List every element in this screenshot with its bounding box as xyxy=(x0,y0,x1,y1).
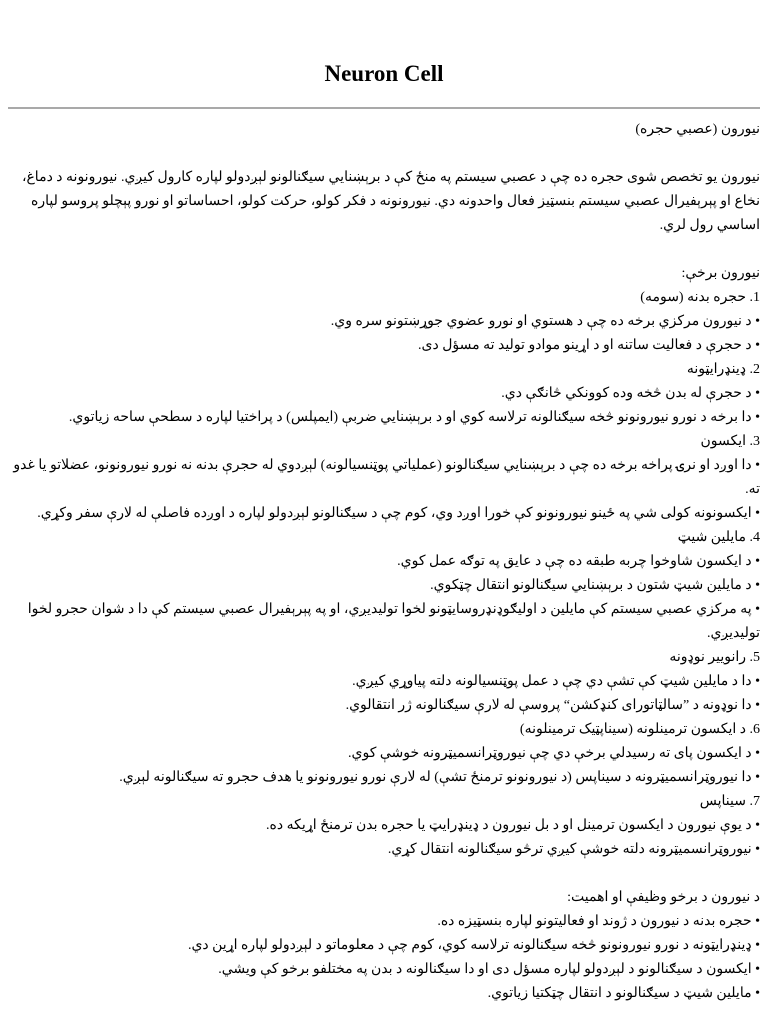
list-item: • د نیورون مرکزي برخه ده چې د هستوي او نورو عضوي جوړښتونو سره وي. xyxy=(330,314,760,329)
list-item: • د ایکسون شاوخوا چربه طبقه ده چې د عایق په توګه عمل کوي. xyxy=(397,554,760,569)
list-item: • د حجرې له بدن څخه وده کوونکي څانګې دي. xyxy=(501,386,760,401)
list-item: • ایکسونونه کولی شي په ځینو نیورونونو کې خورا اوږد وي، کوم چې د سیګنالونو لېږدولو لپاره د اوږده فاصلې له لارې سفر وکړي. xyxy=(37,506,760,521)
intro-paragraph: نیورون یو تخصص شوی حجره ده چې د عصبي سیستم په منځ کې د برېښنايي سیګنالونو لېږدولو لپاره کارول کیږي. نیورونونه د دماغ، نخاع او پېرېفیرال عصبي سیستم بنسټیز فعال واحدونه دي. نیورونونه د فکر کولو، حرکت کولو، احساساتو او نورو پېچلو پروسو لپاره اساسي رول لري. xyxy=(21,170,760,233)
list-item: • نیوروټرانسمیټرونه دلته خوشې کیږي ترڅو سیګنالونه انتقال کړي. xyxy=(387,842,760,857)
part-heading: 3. ایکسون xyxy=(700,434,760,449)
part-heading: 6. د ایکسون ترمینلونه (سیناپټیک ترمینلونه) xyxy=(519,722,760,737)
parts-heading: نیورون برخې: xyxy=(681,266,760,281)
title-divider xyxy=(8,107,760,109)
list-item: • دا نیوروټرانسمیټرونه د سیناپس (د نیورونونو ترمنځ تشې) له لارې نورو نیورونونو یا هدف حجرو ته سیګنالونه لېږي. xyxy=(119,770,760,785)
part-heading: 2. ډینډرایټونه xyxy=(686,362,760,377)
list-item: • دا برخه د نورو نیورونونو څخه سیګنالونه ترلاسه کوي او د برېښنايي ضربې (ایمپلس) د پراختیا لپاره د سطحې ساحه زیاتوي. xyxy=(68,410,760,425)
list-item: • دا اوږد او نرۍ پراخه برخه ده چې د برېښنايي سیګنالونو (عملیاتي پوټنسیالونه) لېږدوي له حجرې بدنه نه نورو نیورونونو، عضلاتو یا غدو ته. xyxy=(13,458,760,497)
part-heading: 1. حجره بدنه (سومه) xyxy=(640,290,760,305)
part-heading: 4. مایلین شیټ xyxy=(677,530,760,545)
list-item: • ایکسون د سیګنالونو د لېږدولو لپاره مسؤل دی او دا سیګنالونه د بدن په مختلفو برخو کې ویشي. xyxy=(218,962,760,977)
list-item: • په مرکزي عصبي سیستم کې مایلین د اولیګوډنډروسایټونو لخوا تولیدیږي، او په پېرېفیرال عصبي سیستم کې دا د شوان حجرو لخوا تولیدیږي. xyxy=(27,602,760,641)
list-item: • د ایکسون پای ته رسیدلي برخې دي چې نیوروټرانسمیټرونه خوشې کوي. xyxy=(348,746,760,761)
list-item: • د حجرې د فعالیت ساتنه او د اړینو موادو تولید ته مسؤل دی. xyxy=(418,338,760,353)
list-item: • ډینډرایټونه د نورو نیورونونو څخه سیګنالونه ترلاسه کوي، کوم چې د معلوماتو د لېږدولو لپاره اړین دي. xyxy=(187,938,760,953)
list-item: • د مایلین شیټ شتون د برېښنايي سیګنالونو انتقال چټکوي. xyxy=(430,578,760,593)
list-item: • مایلین شیټ د سیګنالونو د انتقال چټکتیا زیاتوي. xyxy=(487,986,760,1001)
subtitle: نیورون (عصبي حجره) xyxy=(635,122,760,137)
functions-heading: د نیورون د برخو وظیفې او اهمیت: xyxy=(567,890,760,905)
list-item: • د یوې نیورون د ایکسون ترمینل او د بل نیورون د ډینډرایټ یا حجره بدن ترمنځ اړیکه ده. xyxy=(266,818,760,833)
part-heading: 5. رانوییر نوډونه xyxy=(669,650,760,665)
list-item: • حجره بدنه د نیورون د ژوند او فعالیتونو لپاره بنسټیزه ده. xyxy=(437,914,760,929)
part-heading: 7. سیناپس xyxy=(699,794,760,809)
list-item: • دا د مایلین شیټ کې تشې دي چې د عمل پوټنسیالونه دلته پیاوړي کیږي. xyxy=(352,674,760,689)
page-title: Neuron Cell xyxy=(324,61,444,86)
document-body xyxy=(8,118,760,1006)
list-item: • دا نوډونه د ”سالټاتورای کنډکشن“ پروسې له لارې سیګنالونه ژر انتقالوي. xyxy=(345,698,760,713)
